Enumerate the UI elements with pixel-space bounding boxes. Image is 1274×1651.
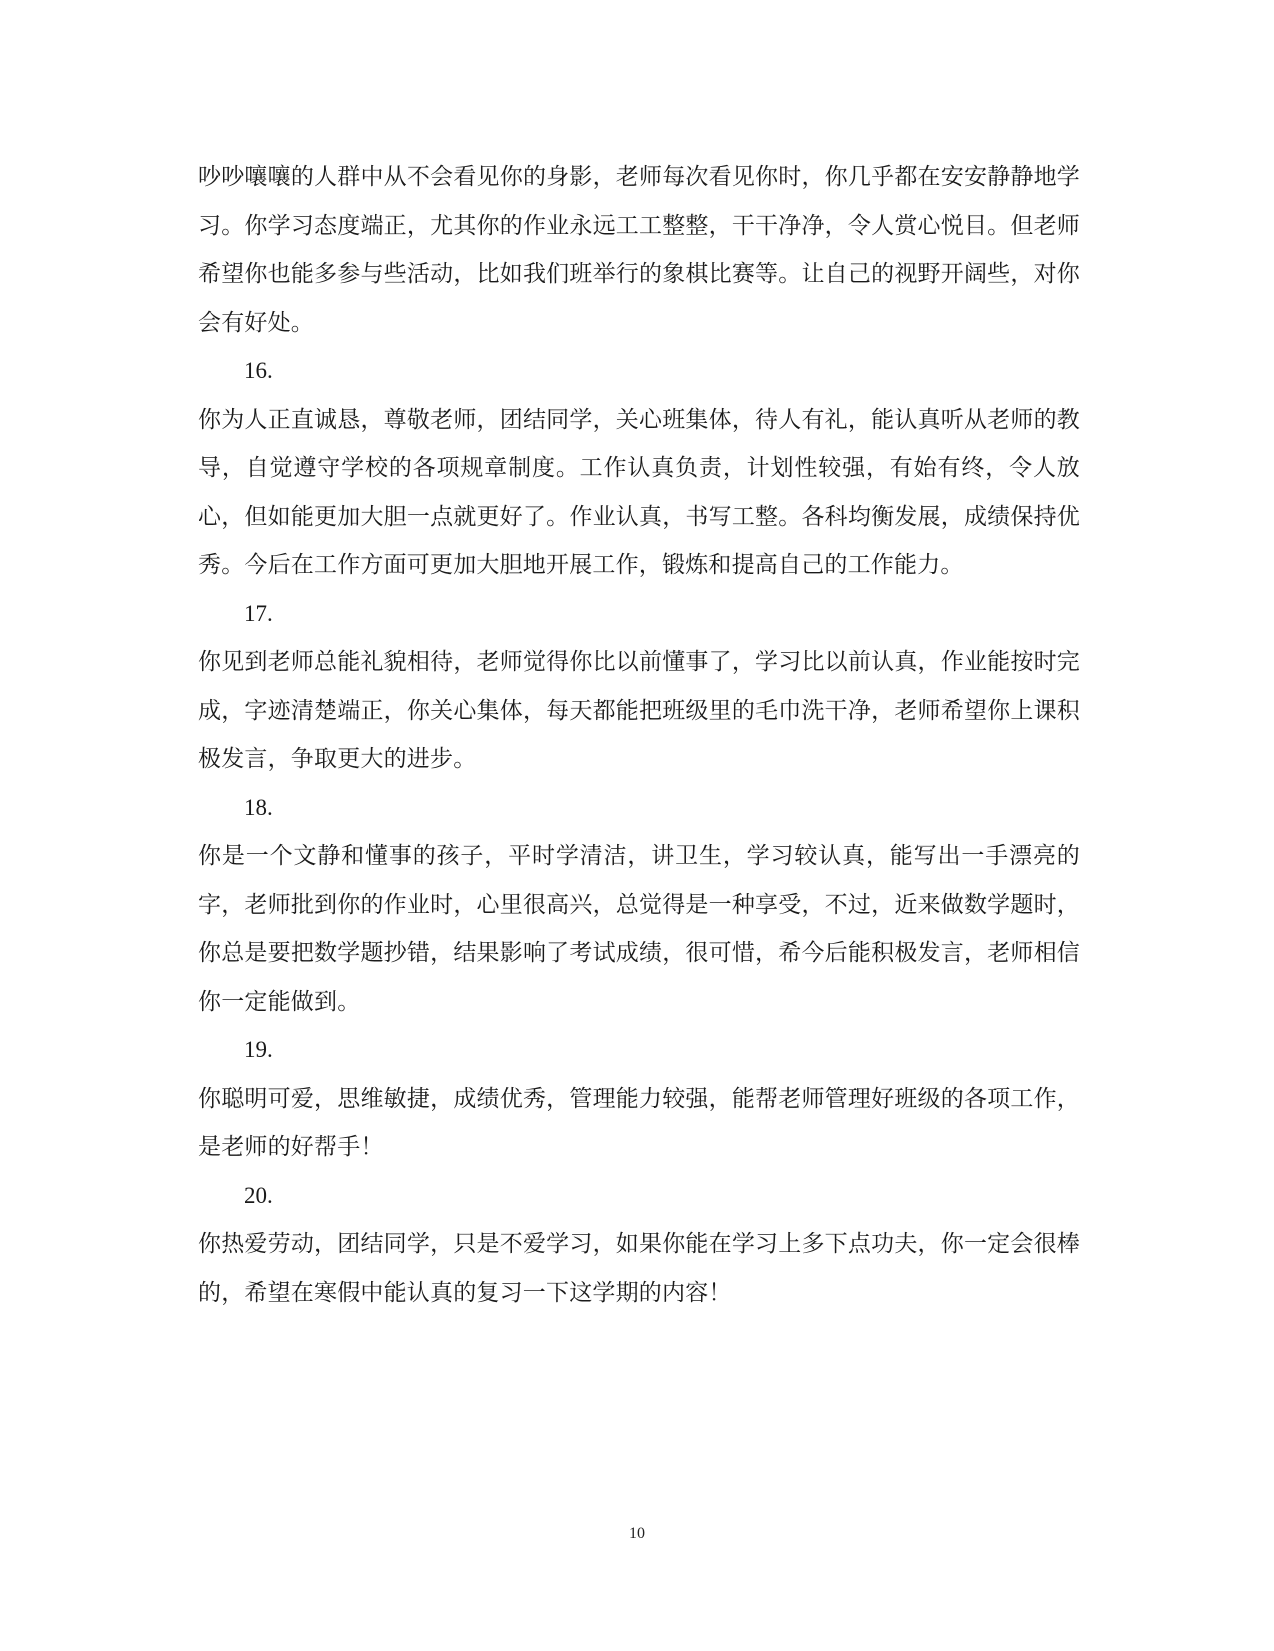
item-number: 17. — [244, 600, 273, 626]
comment-paragraph: 你见到老师总能礼貌相待，老师觉得你比以前懂事了，学习比以前认真，作业能按时完成，字迹清楚端正，你关心集体，每天都能把班级里的毛巾洗干净，老师希望你上课积极发言，争取更大的进步。 — [198, 649, 1080, 772]
comment-paragraph: 你为人正直诚恳，尊敬老师，团结同学，关心班集体，待人有礼，能认真听从老师的教导，自觉遵守学校的各项规章制度。工作认真负责，计划性较强，有始有终，令人放心，但如能更加大胆一点就更好了。作业认真，书写工整。各科均衡发展，成绩保持优秀。今后在工作方面可更加大胆地开展工作，锻炼和提高自己的工作能力。 — [198, 406, 1080, 578]
item-number: 18. — [244, 794, 273, 820]
comment-paragraph: 你聪明可爱，思维敏捷，成绩优秀，管理能力较强，能帮老师管理好班级的各项工作，是老师的好帮手！ — [198, 1085, 1080, 1160]
document-body — [198, 153, 1080, 1317]
item-number: 19. — [244, 1037, 273, 1062]
page-number: 10 — [629, 1525, 645, 1542]
item-number: 16. — [244, 358, 273, 383]
comment-paragraph: 你热爱劳动，团结同学，只是不爱学习，如果你能在学习上多下点功夫，你一定会很棒的，希望在寒假中能认真的复习一下这学期的内容！ — [198, 1231, 1080, 1306]
item-number: 20. — [244, 1182, 273, 1208]
comment-paragraph: 你是一个文静和懂事的孩子，平时学清洁，讲卫生，学习较认真，能写出一手漂亮的字，老师批到你的作业时，心里很高兴，总觉得是一种享受，不过，近来做数学题时，你总是要把数学题抄错，结果影响了考试成绩，很可惜，希今后能积极发言，老师相信你一定能做到。 — [198, 843, 1080, 1015]
comment-paragraph: 吵吵嚷嚷的人群中从不会看见你的身影，老师每次看见你时，你几乎都在安安静静地学习。你学习态度端正，尤其你的作业永远工工整整，干干净净，令人赏心悦目。但老师希望你也能多参与些活动，比如我们班举行的象棋比赛等。让自己的视野开阔些，对你会有好处。 — [198, 164, 1080, 336]
